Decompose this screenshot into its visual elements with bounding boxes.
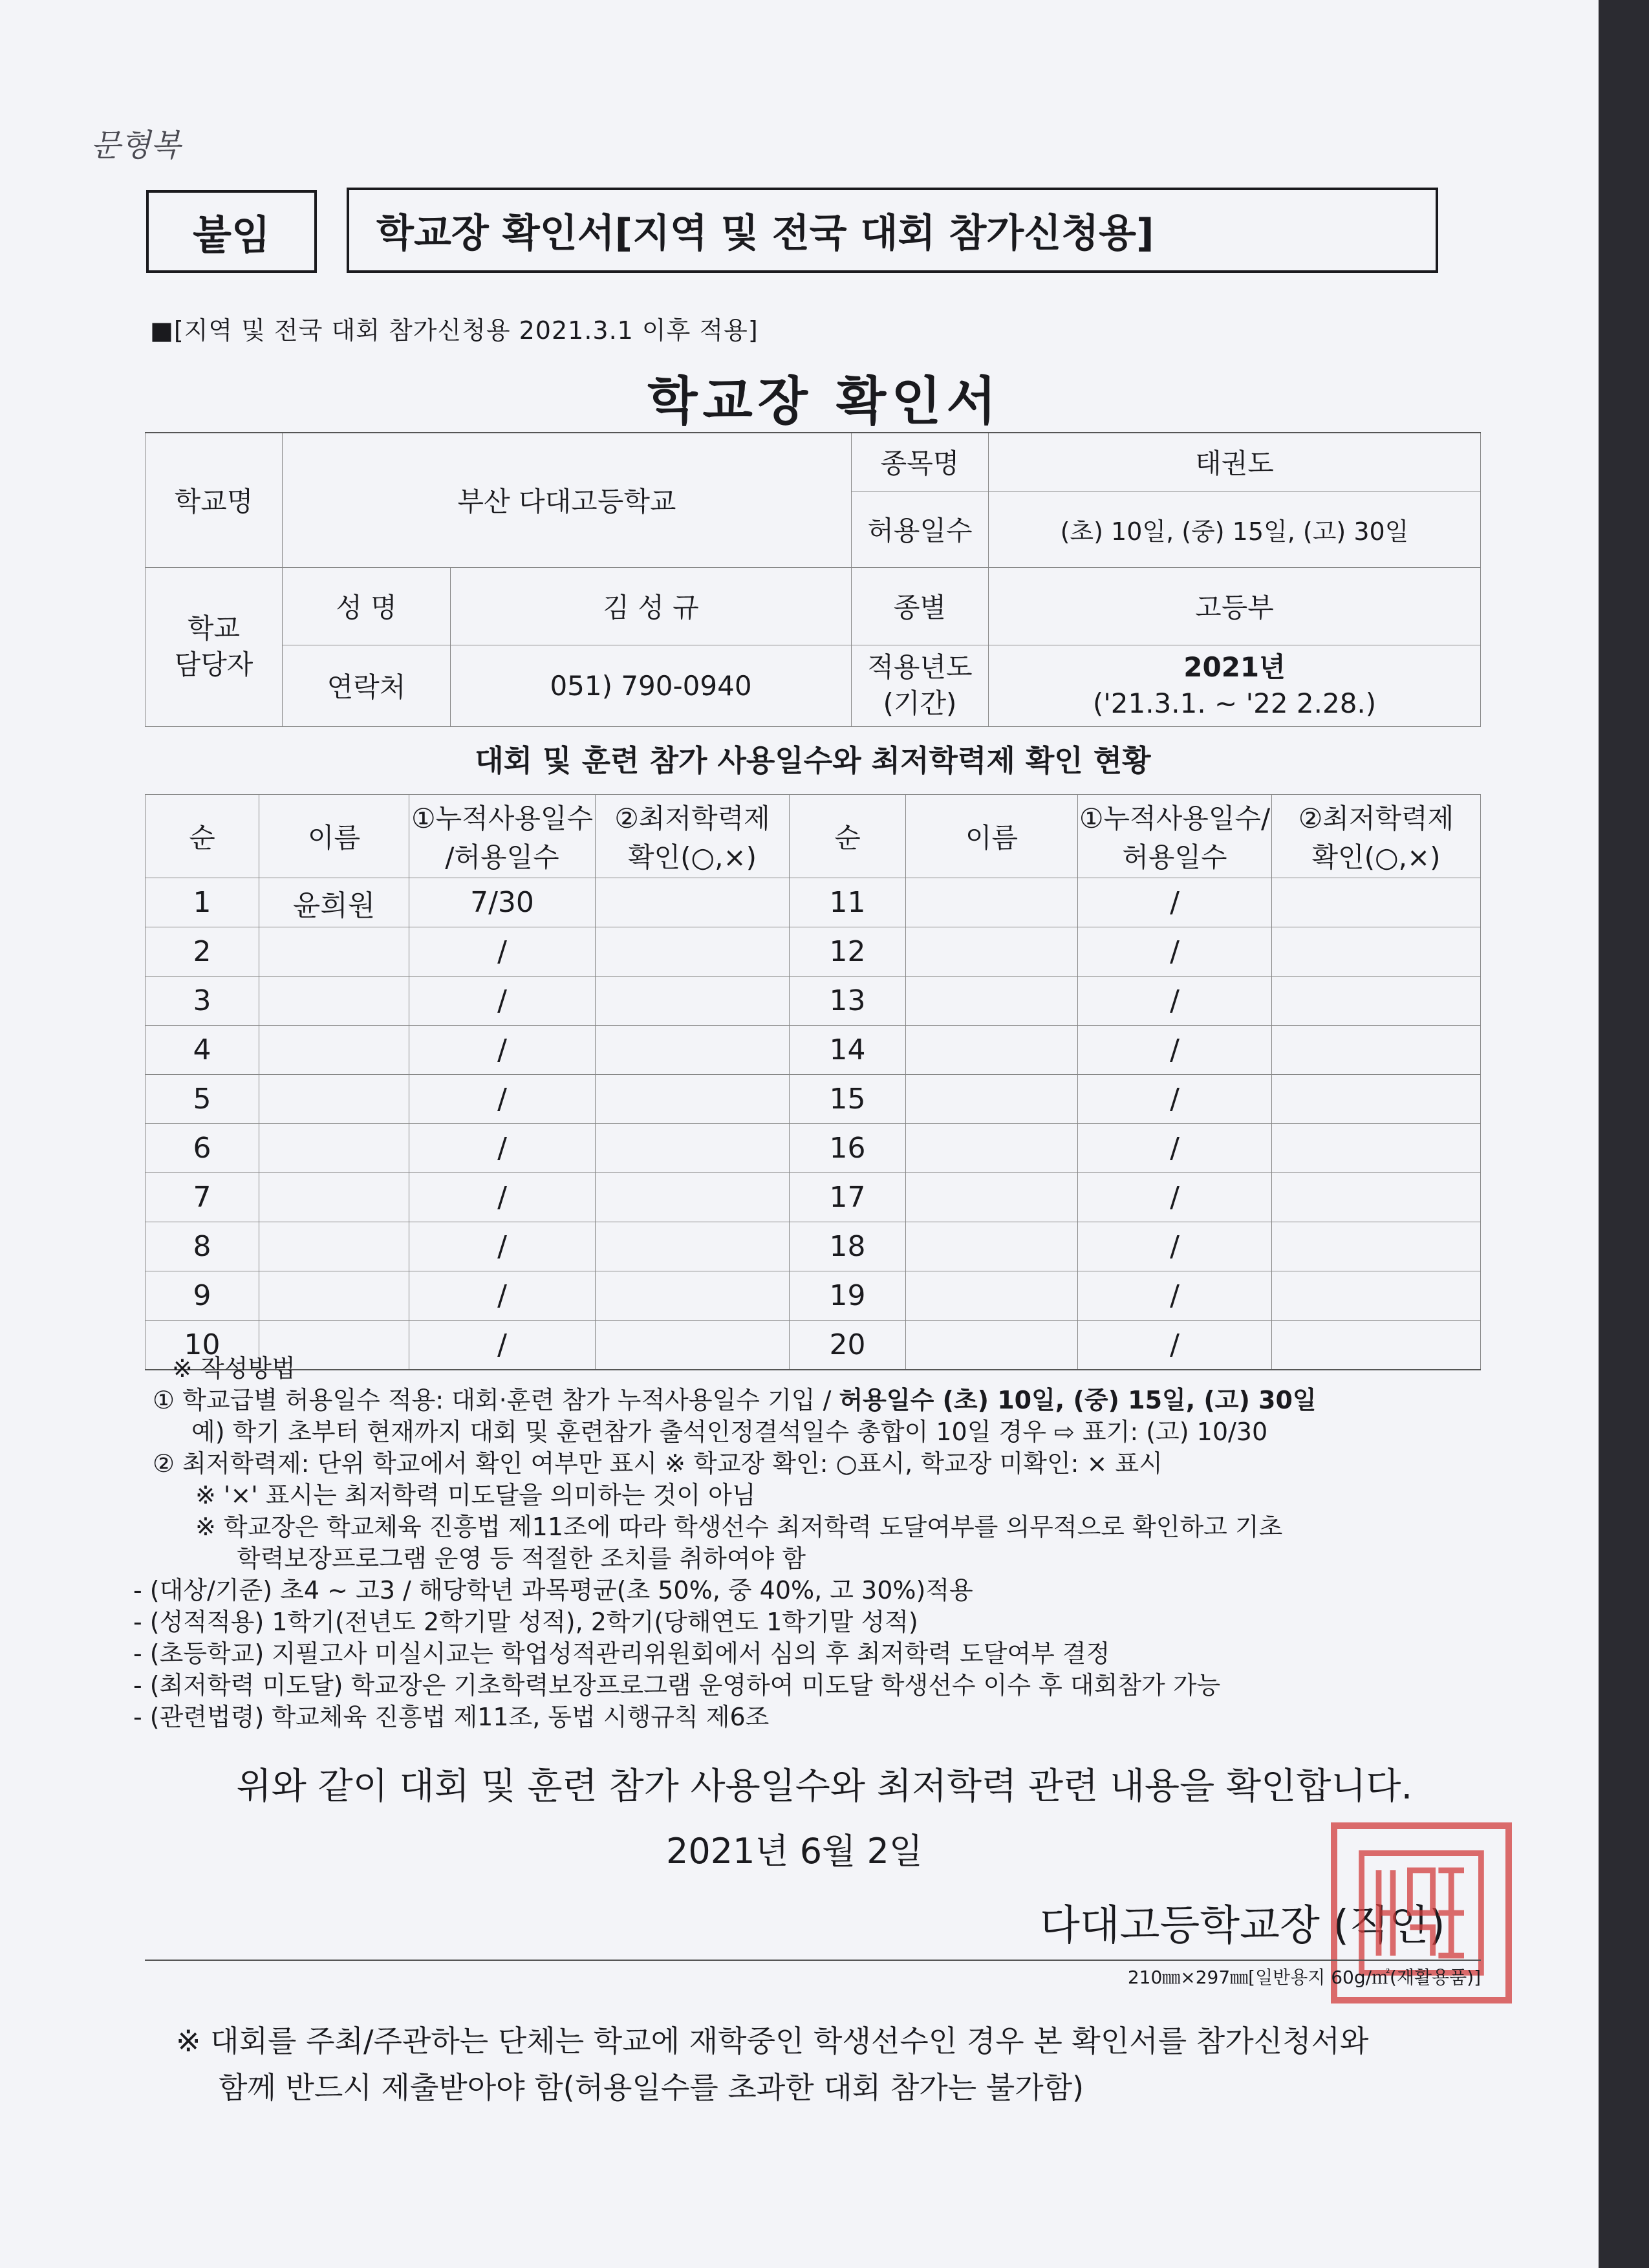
student-name [906,1026,1078,1075]
row-number: 6 [146,1124,259,1173]
row-number: 13 [790,977,906,1026]
student-name [259,1026,409,1075]
year-label-line2: (기간) [883,687,957,719]
row-number: 2 [146,927,259,977]
academic-check [1272,1173,1481,1222]
roster-row [146,927,1481,977]
name-value: 김 성 규 [451,567,852,645]
student-name: 윤희원 [259,878,409,927]
year-value-line1: 2021년 [1183,651,1286,683]
header-check-line1: ②최저학력제 [614,803,770,834]
student-name [906,1271,1078,1321]
header-check-right-line2: 확인(○,×) [1311,841,1441,873]
roster-header-row [146,795,1481,878]
academic-check [596,1173,790,1222]
allowed-days-label: 허용일수 [852,491,989,567]
roster-row [146,878,1481,927]
days-used: / [1078,878,1272,927]
row-number: 7 [146,1173,259,1222]
row-number: 15 [790,1075,906,1124]
attachment-label: 붙임 [146,190,317,273]
days-used: 7/30 [409,878,596,927]
row-number: 5 [146,1075,259,1124]
days-used: / [409,927,596,977]
row-number: 4 [146,1026,259,1075]
academic-check [596,1026,790,1075]
category-value: 고등부 [989,567,1481,645]
applicability-note: ■[지역 및 전국 대회 참가신청용 2021.3.1 이후 적용] [150,316,759,345]
handwritten-note: 문형복 [91,127,181,164]
header-no: 순 [146,795,259,878]
student-name [906,1173,1078,1222]
year-value [989,645,1481,726]
academic-check [596,1222,790,1271]
days-used: / [409,1321,596,1370]
header-days-right-line2: 허용일수 [1122,841,1227,873]
footnote-line1: ※ 대회를 주최/주관하는 단체는 학교에 재학중인 학생선수인 경우 본 확인서를 참가신청서와 [176,2024,1369,2058]
header-days-right-line1: ①누적사용일수/ [1079,803,1271,834]
row-number: 12 [790,927,906,977]
days-used: / [1078,1321,1272,1370]
days-used: / [1078,1271,1272,1321]
row-number: 20 [790,1321,906,1370]
principal-signature: 다대고등학교장 (직인) [1040,1902,1445,1950]
notes-line4: ※ '×' 표시는 최저학력 미도달을 의미하는 것이 아님 [195,1481,756,1509]
roster-row [146,1124,1481,1173]
roster-table [145,794,1481,1370]
academic-check [1272,977,1481,1026]
days-used: / [409,1173,596,1222]
contact-person-label: 학교 담당자 [146,567,283,726]
days-used: / [1078,1173,1272,1222]
row-number: 18 [790,1222,906,1271]
header-check [596,795,790,878]
footnote-line2: 함께 반드시 제출받아야 함(허용일수를 초과한 대회 참가는 불가함) [219,2070,1084,2105]
notes-line1 [153,1385,1485,1416]
roster-title: 대회 및 훈련 참가 사용일수와 최저학력제 확인 현황 [475,743,1151,778]
category-label: 종별 [852,567,989,645]
student-name [259,1222,409,1271]
days-used: / [1078,1075,1272,1124]
year-label [852,645,989,726]
row-number: 19 [790,1271,906,1321]
academic-check [596,878,790,927]
notes-line5: ※ 학교장은 학교체육 진흥법 제11조에 따라 학생선수 최저학력 도달여부를 의무적으로 확인하고 기초 [195,1513,1283,1541]
header-check-right [1272,795,1481,878]
academic-check [1272,927,1481,977]
roster-row [146,1222,1481,1271]
student-name [259,1124,409,1173]
header-title: 학교장 확인서[지역 및 전국 대회 참가신청용] [347,188,1438,273]
student-name [259,977,409,1026]
notes-line2: 예) 학기 초부터 현재까지 대회 및 훈련참가 출석인정결석일수 총합이 10일 경우 ⇨ 표기: (고) 10/30 [191,1418,1268,1446]
issue-date: 2021년 6월 2일 [666,1831,923,1872]
notes-line1-b: 허용일수 (초) 10일, (중) 15일, (고) 30일 [839,1386,1317,1414]
header-no-right: 순 [790,795,906,878]
days-used: / [1078,1026,1272,1075]
row-number: 9 [146,1271,259,1321]
student-name [906,878,1078,927]
header-check-line2: 확인(○,×) [627,841,757,873]
sport-value: 태권도 [989,433,1481,491]
academic-check [596,1271,790,1321]
roster-row [146,1026,1481,1075]
days-used: / [1078,1124,1272,1173]
days-used: / [409,1124,596,1173]
student-name [259,1173,409,1222]
name-label: 성 명 [283,567,451,645]
student-name [906,1124,1078,1173]
academic-check [596,1075,790,1124]
notes-line10: - (최저학력 미도달) 학교장은 기초학력보장프로그램 운영하여 미도달 학생선수 이수 후 대회참가 가능 [133,1671,1221,1700]
academic-check [1272,1271,1481,1321]
student-name [259,1271,409,1321]
confirmation-statement: 위와 같이 대회 및 훈련 참가 사용일수와 최저학력 관련 내용을 확인합니다. [236,1766,1413,1808]
year-label-line1: 적용년도 [867,651,973,683]
notes-line3: ② 최저학력제: 단위 학교에서 확인 여부만 표시 ※ 학교장 확인: ○표시, 학교장 미확인: × 표시 [153,1449,1163,1478]
days-used: / [409,1026,596,1075]
academic-check [1272,1026,1481,1075]
header-days-right [1078,795,1272,878]
student-name [259,927,409,977]
row-number: 14 [790,1026,906,1075]
school-label: 학교명 [146,433,283,567]
student-name [259,1075,409,1124]
academic-check [596,977,790,1026]
student-name [906,977,1078,1026]
seal-mark-icon [1350,1842,1493,1984]
document-title: 학교장 확인서 [647,371,1002,431]
footer-rule [145,1960,1481,1961]
info-table [145,432,1481,727]
submission-footnote [176,2018,1368,2111]
academic-check [1272,1222,1481,1271]
notes-line1-a: ① 학교급별 허용일수 적용: 대회·훈련 참가 누적사용일수 기입 / [153,1386,839,1414]
notes-line6: 학력보장프로그램 운영 등 적절한 조치를 취하여야 함 [237,1544,806,1573]
row-number: 1 [146,878,259,927]
school-value: 부산 다대고등학교 [283,433,852,567]
days-used: / [1078,927,1272,977]
allowed-days-value: (초) 10일, (중) 15일, (고) 30일 [989,491,1481,567]
student-name [906,927,1078,977]
days-used: / [409,977,596,1026]
student-name [906,1222,1078,1271]
scan-edge [1599,0,1649,2268]
roster-row [146,977,1481,1026]
roster-row [146,1075,1481,1124]
row-number: 10 [146,1321,259,1370]
academic-check [1272,1124,1481,1173]
notes-line8: - (성적적용) 1학기(전년도 2학기말 성적), 2학기(당해연도 1학기말 성적) [133,1608,918,1636]
notes-line7: - (대상/기준) 초4 ~ 고3 / 해당학년 과목평균(초 50%, 중 40%, 고 30%)적용 [133,1576,973,1604]
notes-heading: ※ 작성방법 [172,1354,296,1383]
row-number: 11 [790,878,906,927]
paper-size-note: 210㎜×297㎜[일반용지 60g/㎡(재활용품)] [1127,1967,1481,1988]
writing-instructions [133,1353,1485,1733]
header-name: 이름 [259,795,409,878]
days-used: / [409,1271,596,1321]
header-days-line1: ①누적사용일수 [411,803,594,834]
days-used: / [409,1075,596,1124]
row-number: 17 [790,1173,906,1222]
header-check-right-line1: ②최저학력제 [1298,803,1454,834]
academic-check [596,927,790,977]
academic-check [596,1124,790,1173]
days-used: / [1078,977,1272,1026]
roster-row [146,1271,1481,1321]
row-number: 3 [146,977,259,1026]
roster-row [146,1173,1481,1222]
year-value-line2: ('21.3.1. ~ '22 2.28.) [1092,687,1377,719]
sport-label: 종목명 [852,433,989,491]
row-number: 8 [146,1222,259,1271]
row-number: 16 [790,1124,906,1173]
academic-check [1272,1075,1481,1124]
header-name-right: 이름 [906,795,1078,878]
header-days-line2: /허용일수 [445,841,559,873]
days-used: / [1078,1222,1272,1271]
notes-line11: - (관련법령) 학교체육 진흥법 제11조, 동법 시행규칙 제6조 [133,1703,770,1731]
notes-line9: - (초등학교) 지필고사 미실시교는 학업성적관리위원회에서 심의 후 최저학력 도달여부 결정 [133,1639,1110,1668]
days-used: / [409,1222,596,1271]
student-name [906,1075,1078,1124]
phone-value: 051) 790-0940 [451,645,852,726]
academic-check [1272,878,1481,927]
phone-label: 연락처 [283,645,451,726]
header-days [409,795,596,878]
